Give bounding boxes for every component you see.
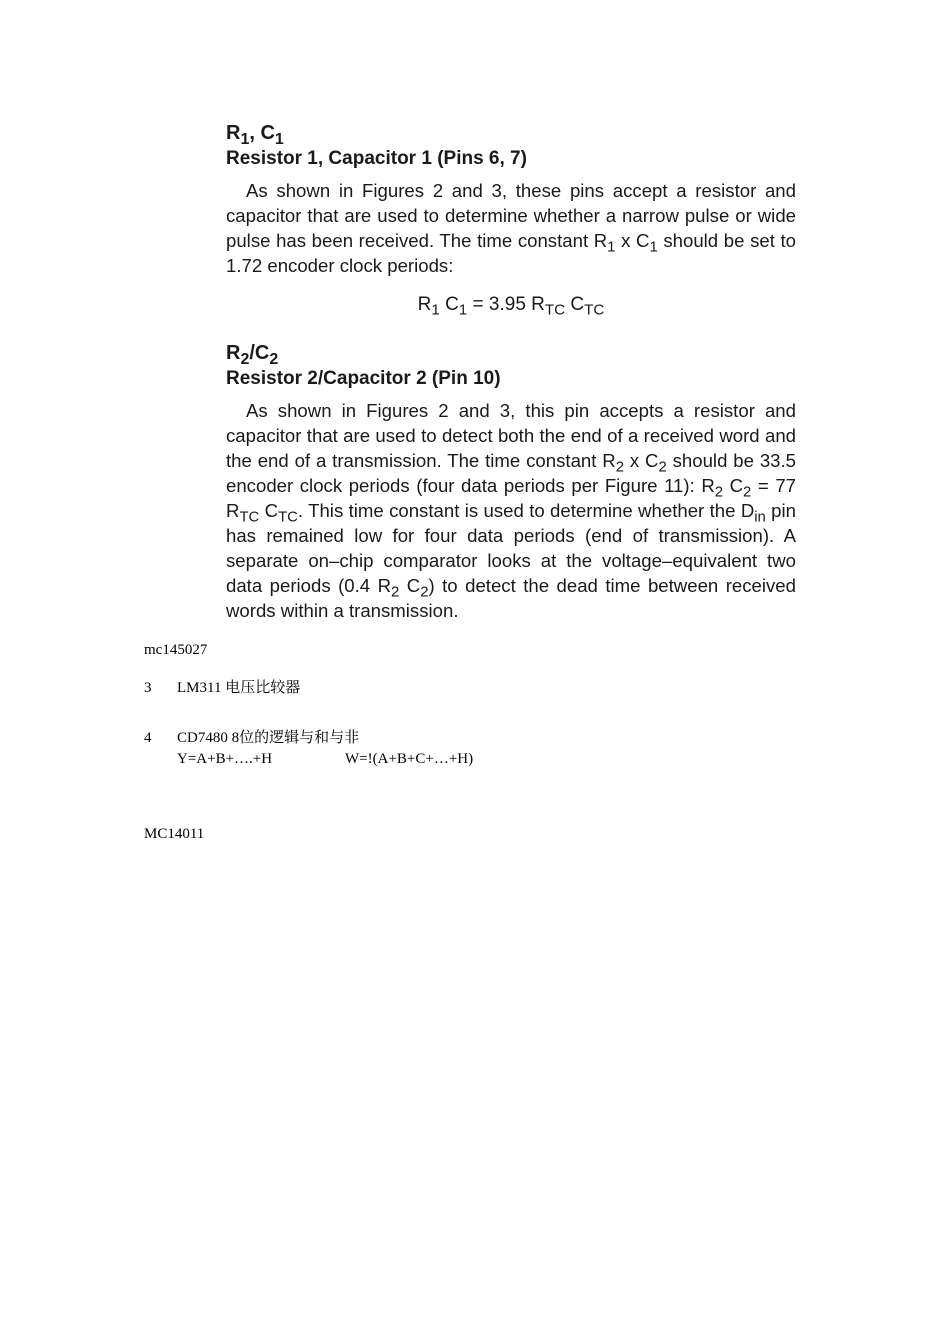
subscript: TC — [584, 301, 605, 319]
footer-label: MC14011 — [144, 826, 205, 842]
subscript: 2 — [658, 459, 667, 476]
subscript: 1 — [431, 301, 440, 319]
paragraph-text: = 77 R — [226, 475, 796, 521]
formula-y: Y=A+B+….+H — [177, 751, 273, 767]
paragraph-text: pin has remained low for four data periods (end of transmission). A separate on–chip comparator looks at the voltage–equivalent two data periods (0.4 R — [226, 500, 796, 596]
subscript: 1 — [458, 301, 468, 319]
formula-text: C — [439, 294, 459, 315]
formula-w: W=!(A+B+C+…+H) — [345, 751, 474, 767]
formula-text: R — [417, 294, 432, 315]
subscript: TC — [544, 301, 566, 319]
subscript: 1 — [649, 239, 658, 256]
paragraph-text: C — [723, 475, 744, 496]
subscript: 2 — [269, 350, 279, 368]
symbol-text: , C — [249, 122, 275, 144]
symbol-text: /C — [249, 342, 270, 364]
subscript: in — [754, 509, 766, 526]
list-item-3 — [144, 676, 300, 697]
paragraph-text: should be set to 1.72 encoder clock periods: — [226, 230, 797, 276]
subscript: 2 — [743, 484, 752, 501]
subscript: 2 — [240, 350, 250, 368]
symbol-text: R — [226, 122, 241, 144]
paragraph-text: x C — [624, 450, 659, 471]
paragraph-text: x C — [615, 230, 650, 251]
section1-heading: Resistor 1, Capacitor 1 (Pins 6, 7) — [226, 148, 527, 169]
section1-symbol — [226, 120, 796, 146]
section1-paragraph — [226, 178, 796, 278]
section2-paragraph — [226, 398, 796, 623]
excerpt-caption: mc145027 — [144, 642, 208, 658]
section1-formula — [226, 292, 796, 318]
section2-heading: Resistor 2/Capacitor 2 (Pin 10) — [226, 368, 501, 389]
subscript: TC — [239, 509, 260, 526]
formula-text: C — [565, 294, 585, 315]
datasheet-excerpt — [226, 120, 796, 623]
subscript: 2 — [420, 584, 429, 601]
subscript: 1 — [240, 130, 250, 148]
list-item-number: 3 — [144, 680, 152, 696]
paragraph-text: As shown in Figures 2 and 3, this pin accepts a resistor and capacitor that are used to detect both the end of a received word and the end of a transmission. The time constant R — [226, 400, 796, 471]
subscript: 1 — [607, 239, 616, 256]
list-item-4 — [144, 726, 359, 747]
subscript: 2 — [714, 484, 724, 501]
paragraph-text: As shown in Figures 2 and 3, these pins accept a resistor and capacitor that are used to determine whether a narrow pulse or wide pulse has been received. The time constant R — [226, 180, 796, 251]
list-item-text: LM311 电压比较器 — [177, 680, 301, 696]
list-item-text: CD7480 8位的逻辑与和与非 — [177, 730, 360, 746]
paragraph-text: . This time constant is used to determine whether the D — [297, 500, 755, 521]
subscript: 1 — [274, 130, 284, 148]
section2-symbol — [226, 340, 796, 366]
paragraph-text: should be 33.5 encoder clock periods (four data periods per Figure 11): R — [226, 450, 797, 496]
subscript: 2 — [391, 584, 400, 601]
subscript: TC — [278, 509, 298, 526]
paragraph-text: ) to detect the dead time between received words within a transmission. — [226, 575, 796, 621]
paragraph-text: C — [259, 500, 279, 521]
list-item-number: 4 — [144, 730, 152, 746]
formula-text: = 3.95 R — [467, 294, 545, 315]
symbol-text: R — [226, 342, 241, 364]
subscript: 2 — [615, 459, 624, 476]
paragraph-text: C — [399, 575, 421, 596]
